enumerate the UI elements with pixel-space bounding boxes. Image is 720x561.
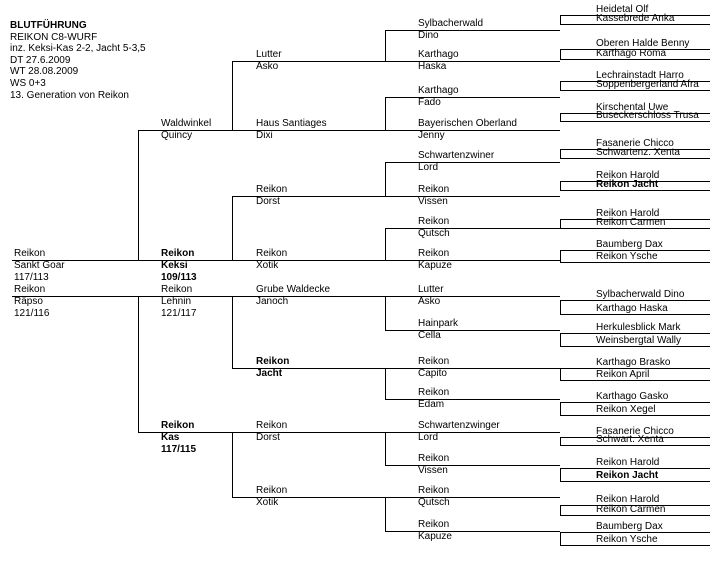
dog-name: Fasanerie Chicco <box>596 426 674 437</box>
pedigree-node <box>596 79 699 91</box>
dog-name: Reikon Carmen <box>596 217 666 228</box>
dog-name: Capito <box>418 368 447 379</box>
dog-name: Quincy <box>161 130 193 141</box>
pedigree-node <box>256 49 282 73</box>
dog-name: Dixi <box>256 130 273 141</box>
kennel-name: Reikon <box>418 184 450 195</box>
dog-name: Weinsbergtal Wally <box>596 335 682 346</box>
dog-name: Lord <box>418 432 439 443</box>
pedigree-node <box>596 289 684 301</box>
kennel-name: Lutter <box>418 284 444 295</box>
dog-name: Reikon Jacht <box>596 470 659 481</box>
pedigree-node <box>418 420 500 444</box>
dog-name: Dorst <box>256 196 280 207</box>
dog-name: Lechrainstadt Harro <box>596 70 684 81</box>
kennel-name: Haus Santiages <box>256 118 327 129</box>
kennel-name: Reikon <box>14 284 46 295</box>
dog-name: Kapuze <box>418 260 452 271</box>
dog-name: Reikon April <box>596 369 650 380</box>
pedigree-node <box>596 251 658 263</box>
kennel-name: Lutter <box>256 49 282 60</box>
pedigree-node <box>418 356 449 380</box>
dog-name: Jenny <box>418 130 445 141</box>
pedigree-node <box>161 248 197 284</box>
kennel-name: Reikon <box>418 453 450 464</box>
kennel-name: Reikon <box>418 485 450 496</box>
kennel-name: Reikon <box>418 519 450 530</box>
pedigree-node <box>418 184 449 208</box>
kennel-name: Schwartenzwiner <box>418 150 495 161</box>
pedigree-node <box>596 457 659 469</box>
dog-name: Räpso <box>14 296 43 307</box>
dog-name: Edam <box>418 399 445 410</box>
dog-name: Sankt Goar <box>14 260 65 271</box>
dog-name: Schwartenz. Xenta <box>596 147 680 158</box>
pedigree-node <box>418 18 483 42</box>
dog-name: Heidetal Olf <box>596 4 649 15</box>
dog-name: Reikon Jacht <box>596 179 659 190</box>
pedigree-node <box>596 534 658 546</box>
dog-name: Baumberg Dax <box>596 239 663 250</box>
pedigree-node <box>418 150 494 174</box>
score: 117/115 <box>161 444 197 455</box>
pedigree-node <box>418 85 459 109</box>
dog-name: Karthago Brasko <box>596 357 671 368</box>
pedigree-node <box>596 521 663 533</box>
pedigree-node <box>596 110 699 122</box>
dog-name: Lehnin <box>161 296 192 307</box>
pedigree-node <box>596 504 665 516</box>
dog-name: Reikon Ysche <box>596 534 658 545</box>
litter-name: REIKON C8-WURF <box>10 31 98 43</box>
dog-name: Oberen Halde Benny <box>596 38 690 49</box>
dog-name: Soppenbergerland Afra <box>596 79 699 90</box>
dog-name: Keksi <box>161 260 188 271</box>
kennel-name: Reikon <box>256 420 288 431</box>
dog-name: Buseckerschloss Trusa <box>596 110 699 121</box>
kennel-name: Hainpark <box>418 318 459 329</box>
litter-count: WS 0+3 <box>10 77 46 89</box>
pedigree-node <box>596 147 680 159</box>
kennel-name: Reikon <box>161 420 195 431</box>
kennel-name: Grube Waldecke <box>256 284 331 295</box>
pedigree-node <box>418 284 444 308</box>
kennel-name: Sylbacherwald <box>418 18 484 29</box>
dog-name: Kas <box>161 432 180 443</box>
generation-note: 13. Generation von Reikon <box>10 89 129 101</box>
kennel-name: Reikon <box>256 184 288 195</box>
whelp-date: WT 28.08.2009 <box>10 66 79 78</box>
dog-name: Cella <box>418 330 441 341</box>
dog-name: Haska <box>418 61 447 72</box>
kennel-name: Reikon <box>418 248 450 259</box>
dog-name: Reikon Harold <box>596 170 660 181</box>
pedigree-node <box>161 284 196 320</box>
dog-name: Karthago Haska <box>596 303 668 314</box>
dog-name: Vissen <box>418 465 448 476</box>
pedigree-node <box>596 303 668 315</box>
dog-name: Qutsch <box>418 497 450 508</box>
pedigree-node <box>596 391 668 403</box>
pedigree-node <box>596 470 658 482</box>
dog-name: Fasanerie Chicco <box>596 138 674 149</box>
pedigree-node <box>418 248 452 272</box>
dog-name: Herkulesblick Mark <box>596 322 681 333</box>
page-title: BLUTFÜHRUNG <box>10 20 87 31</box>
pedigree-node <box>596 322 680 334</box>
pedigree-node <box>418 485 450 509</box>
inbreeding-note: inz. Keksi-Kas 2-2, Jacht 5-3,5 <box>10 43 146 55</box>
dog-name: Sylbacherwald Dino <box>596 289 685 300</box>
pedigree-node <box>596 434 664 446</box>
pedigree-node <box>596 13 674 25</box>
pedigree-node <box>256 485 287 509</box>
pedigree-node <box>256 284 330 308</box>
dog-name: Dorst <box>256 432 280 443</box>
score: 121/117 <box>161 308 197 319</box>
kennel-name: Karthago <box>418 49 459 60</box>
dog-name: Baumberg Dax <box>596 521 663 532</box>
dog-name: Reikon Xegel <box>596 404 656 415</box>
pedigree-node <box>596 335 681 347</box>
dog-name: Kassebrede Anka <box>596 13 675 24</box>
pedigree-node <box>256 420 287 444</box>
kennel-name: Schwartenzwinger <box>418 420 500 431</box>
kennel-name: Karthago <box>418 85 459 96</box>
dog-name: Schwart. Xenta <box>596 434 664 445</box>
dog-name: Xotik <box>256 497 279 508</box>
dog-name: Reikon Harold <box>596 457 660 468</box>
pedigree-node <box>256 356 289 380</box>
kennel-name: Waldwinkel <box>161 118 212 129</box>
dog-name: Kirschental Uwe <box>596 102 669 113</box>
kennel-name: Reikon <box>161 248 195 259</box>
dog-name: Vissen <box>418 196 448 207</box>
score: 109/113 <box>161 272 197 283</box>
dog-name: Asko <box>418 296 441 307</box>
dog-name: Reikon Harold <box>596 494 660 505</box>
pedigree-node <box>596 48 666 60</box>
dog-name: Asko <box>256 61 279 72</box>
kennel-name: Bayerischen Oberland <box>418 118 517 129</box>
pedigree-node <box>418 519 452 543</box>
pedigree-node <box>596 404 655 416</box>
pedigree-node <box>596 357 671 369</box>
kennel-name: Reikon <box>418 356 450 367</box>
pedigree-node <box>14 284 49 320</box>
pedigree-node <box>596 239 663 251</box>
dog-name: Fado <box>418 97 441 108</box>
pedigree-node <box>596 179 658 191</box>
dog-name: Reikon Carmen <box>596 504 666 515</box>
pedigree-node <box>14 248 65 284</box>
score: 117/113 <box>14 272 49 283</box>
birth-date: DT 27.6.2009 <box>10 54 71 66</box>
pedigree-node <box>418 318 458 342</box>
dog-name: Kapuze <box>418 531 452 542</box>
dog-name: Reikon Ysche <box>596 251 658 262</box>
kennel-name: Reikon <box>256 248 288 259</box>
kennel-name: Reikon <box>256 356 290 367</box>
pedigree-node <box>161 420 196 456</box>
dog-name: Karthago Gasko <box>596 391 669 402</box>
pedigree-node <box>256 184 287 208</box>
pedigree-node <box>418 387 449 411</box>
pedigree-node <box>256 118 327 142</box>
pedigree-node <box>596 369 649 381</box>
kennel-name: Reikon <box>418 387 450 398</box>
pedigree-node <box>418 453 449 477</box>
pedigree-node <box>596 217 665 229</box>
dog-name: Jacht <box>256 368 283 379</box>
kennel-name: Reikon <box>14 248 46 259</box>
pedigree-node <box>418 118 517 142</box>
pedigree-node <box>161 118 211 142</box>
pedigree-node <box>418 216 450 240</box>
dog-name: Lord <box>418 162 439 173</box>
dog-name: Qutsch <box>418 228 450 239</box>
kennel-name: Reikon <box>256 485 288 496</box>
kennel-name: Reikon <box>418 216 450 227</box>
dog-name: Karthago Roma <box>596 48 667 59</box>
kennel-name: Reikon <box>161 284 193 295</box>
dog-name: Dino <box>418 30 439 41</box>
pedigree-node <box>256 248 287 272</box>
pedigree-node <box>418 49 459 73</box>
dog-name: Xotik <box>256 260 279 271</box>
dog-name: Reikon Harold <box>596 208 660 219</box>
dog-name: Janoch <box>256 296 289 307</box>
score: 121/116 <box>14 308 50 319</box>
